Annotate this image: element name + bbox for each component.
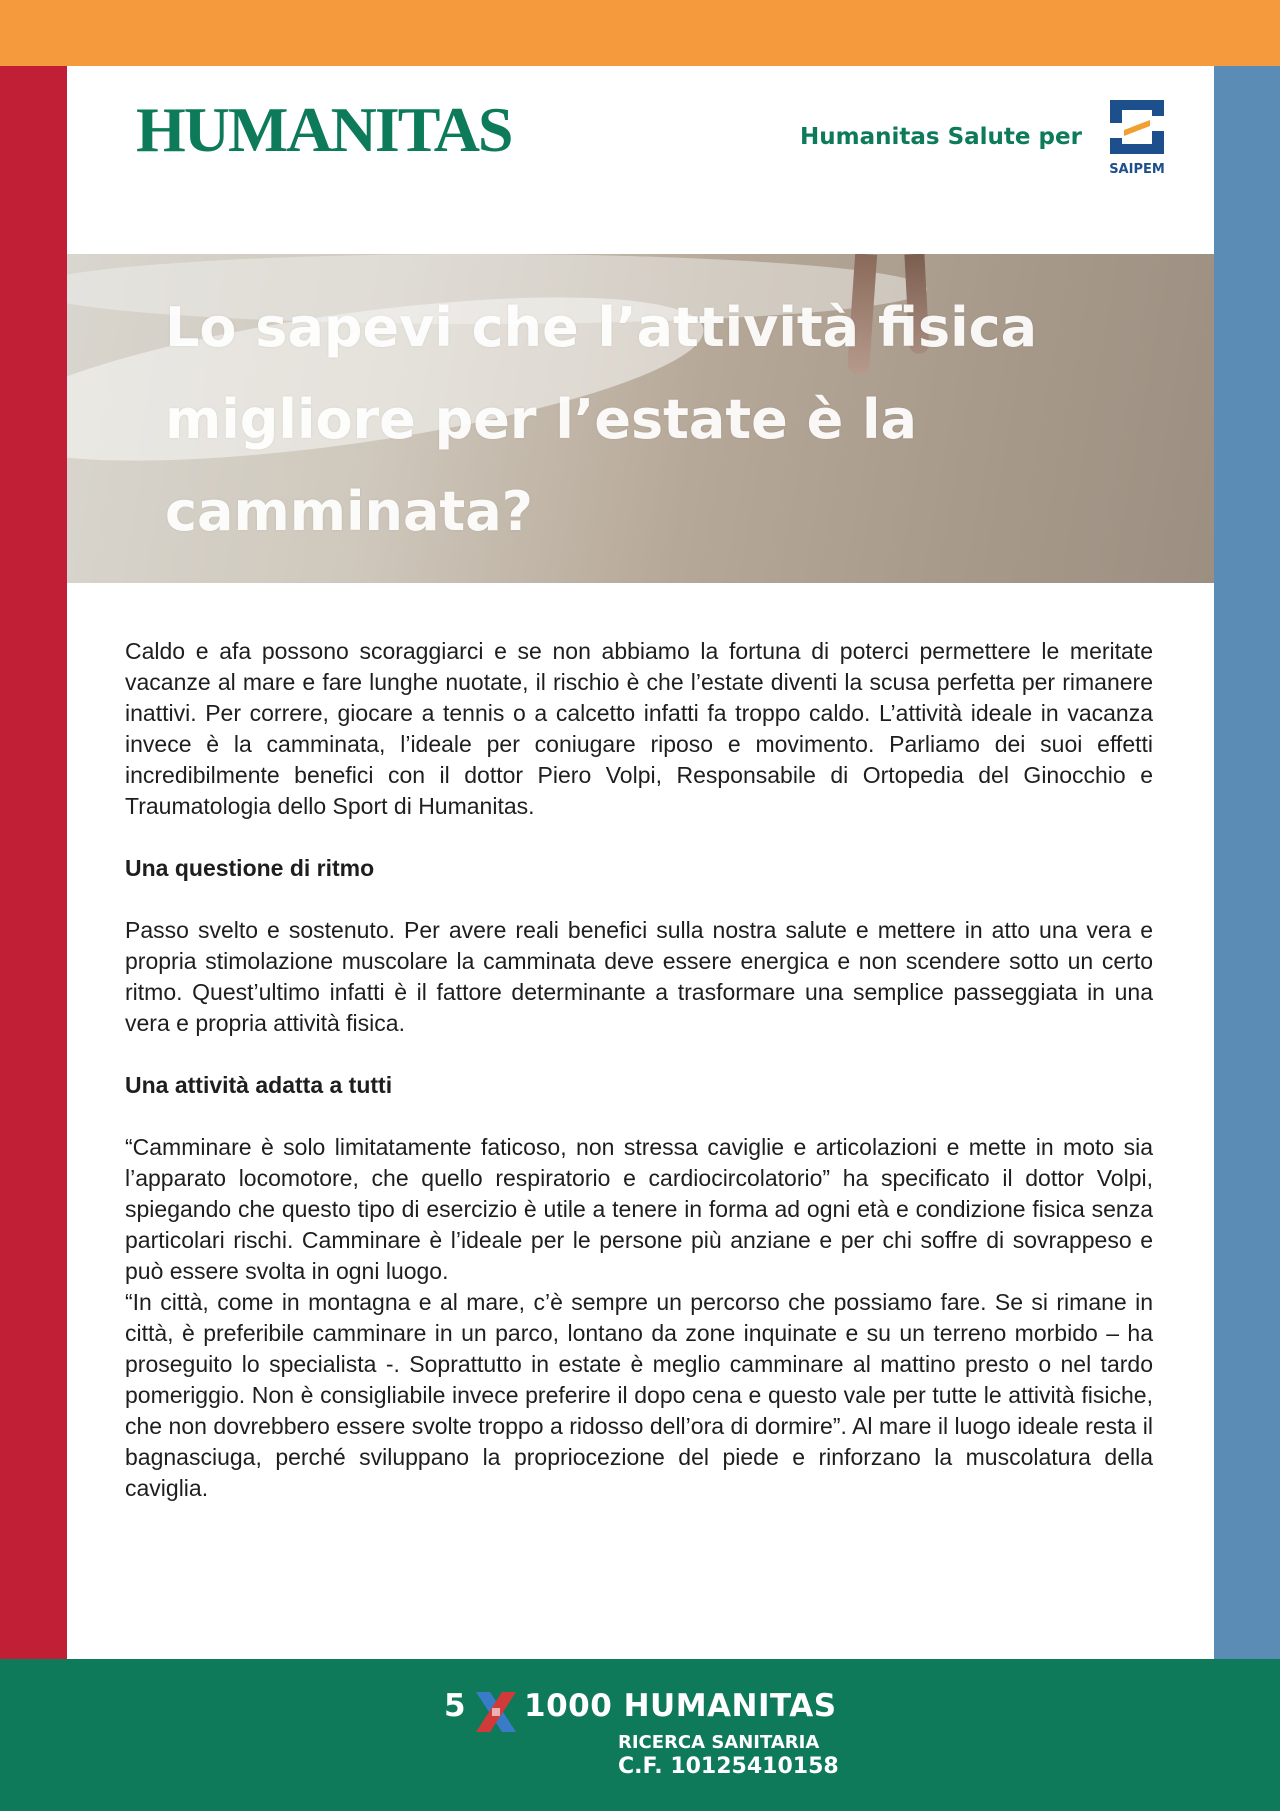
partner-label: Humanitas Salute per bbox=[800, 124, 1082, 150]
section-paragraph: “Camminare è solo limitatamente faticoso, non stressa caviglie e articolazioni e mette in moto sia l’apparato locomotore, che quello respiratorio e cardiocircolatorio” ha specificato il dottor Volpi, spiegando che questo tipo di esercizio è utile a tenere in forma ad ogni età e condizione fisica senza particolari rischi. Camminare è l’ideale per le persone più anziane e per chi soffre di sovrappeso e può essere svolta in ogni luogo. bbox=[125, 1134, 1153, 1284]
humanitas-logo: HUMANITAS bbox=[136, 94, 512, 165]
left-color-band bbox=[0, 66, 67, 1659]
section-heading: Una attività adatta a tutti bbox=[125, 1072, 393, 1098]
section-paragraph: Passo svelto e sostenuto. Per avere reali benefici sulla nostra salute e mettere in atto una vera e propria stimolazione muscolare la camminata deve essere energica e non scendere sotto un certo ritmo. Quest’ultimo infatti è il fattore determinante a trasformare una semplice passeggiata in una vera e propria attività fisica. bbox=[125, 917, 1153, 1036]
footer-1000-humanitas: 1000 HUMANITAS bbox=[524, 1688, 837, 1724]
multiply-x-icon bbox=[470, 1686, 522, 1738]
saipem-name: SAIPEM bbox=[1109, 162, 1165, 177]
section-paragraph: “In città, come in montagna e al mare, c’è sempre un percorso che possiamo fare. Se si rimane in città, è preferibile camminare in un parco, lontano da zone inquinate e su un terreno morbido – ha proseguito lo specialista -. Soprattutto in estate è meglio camminare al mattino presto o nel tardo pomeriggio. Non è consigliabile invece preferire il dopo cena e questo vale per tutte le attività fisiche, che non dovrebbero essere svolte troppo a ridosso dell’ora di dormire”. Al mare il luogo ideale resta il bagnasciuga, perché sviluppano la propriocezione del piede e rinforzano la muscolatura della caviglia. bbox=[125, 1289, 1153, 1501]
hero-title: Lo sapevi che l’attività fisica migliore per l’estate è la camminata? bbox=[165, 296, 1038, 543]
footer-5x1000-brand bbox=[440, 1688, 860, 1788]
section-heading: Una questione di ritmo bbox=[125, 855, 375, 881]
saipem-mark-orange bbox=[1124, 120, 1150, 136]
saipem-logo-icon bbox=[1106, 96, 1168, 158]
x-center-white bbox=[492, 1708, 500, 1716]
article-body bbox=[125, 636, 1153, 1504]
top-color-band bbox=[0, 0, 1280, 66]
footer-number-5: 5 bbox=[444, 1688, 466, 1724]
right-color-band bbox=[1214, 66, 1280, 1659]
footer-tax-code: C.F. 10125410158 bbox=[618, 1754, 839, 1779]
intro-paragraph: Caldo e afa possono scoraggiarci e se non abbiamo la fortuna di poterci permettere le meritate vacanze al mare e fare lunghe nuotate, il rischio è che l’estate diventi la scusa perfetta per rimanere inattivi. Per correre, giocare a tennis o a calcetto infatti fa troppo caldo. L’attività ideale in vacanza invece è la camminata, l’ideale per coniugare riposo e movimento. Parliamo dei suoi effetti incredibilmente benefici con il dottor Piero Volpi, Responsabile di Ortopedia del Ginocchio e Traumatologia dello Sport di Humanitas. bbox=[125, 638, 1153, 819]
footer-subtitle: RICERCA SANITARIA bbox=[618, 1732, 820, 1753]
hero-banner bbox=[67, 254, 1214, 583]
